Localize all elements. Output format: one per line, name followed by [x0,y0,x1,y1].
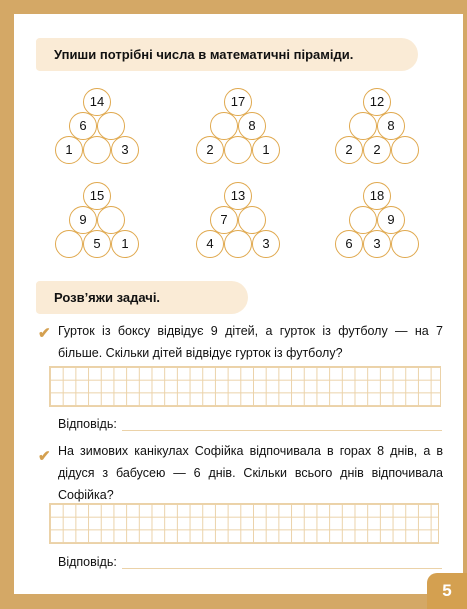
pyramid-cell-bot-2: 3 [111,136,139,164]
pyramid-cell-bot-1: 5 [83,230,111,258]
checkmark-icon: ✔ [38,448,51,465]
pyramid-2 [196,88,296,163]
pyramid-6 [335,182,435,257]
task-1-answer-line[interactable] [122,430,442,431]
pyramids-task-banner [36,38,418,71]
pyramid-cell-bot-1[interactable] [224,230,252,258]
pyramid-cell-bot-0[interactable] [55,230,83,258]
pyramid-5 [196,182,296,257]
page-number: 5 [427,573,467,609]
task-1-work-grid[interactable] [49,366,441,407]
pyramid-cell-top: 13 [224,182,252,210]
pyramid-cell-bot-1: 2 [363,136,391,164]
pyramid-cell-bot-2: 3 [252,230,280,258]
pyramid-cell-bot-1[interactable] [83,136,111,164]
task-2-work-grid[interactable] [49,503,439,544]
pyramid-cell-top: 14 [83,88,111,116]
pyramid-cell-mid-0: 9 [69,206,97,234]
task-2-text: На зимових канікулах Софійка відпочивала в горах 8 днів, а в дідуся з бабусею — 6 днів. Скільки всього днів відпочивала Софійка? [58,444,443,502]
pyramid-cell-mid-1: 8 [238,112,266,140]
pyramid-cell-mid-0: 6 [69,112,97,140]
pyramids-task-title: Упиши потрібні числа в математичні піраміди. [54,47,354,62]
pyramid-cell-bot-0: 2 [196,136,224,164]
problems-title: Розв’яжи задачі. [54,290,161,305]
pyramid-4 [55,182,155,257]
pyramid-cell-bot-0: 1 [55,136,83,164]
pyramid-cell-top: 15 [83,182,111,210]
pyramid-cell-bot-1[interactable] [224,136,252,164]
pyramid-3 [335,88,435,163]
pyramid-cell-top: 17 [224,88,252,116]
task-1-text: Гурток із боксу відвідує 9 дітей, а гурток із футболу — на 7 більше. Скільки дітей відвідує гурток із футболу? [58,324,443,360]
pyramid-cell-bot-2[interactable] [391,230,419,258]
task-1-answer-label: Відповідь: [58,417,117,431]
pyramid-cell-mid-1: 9 [377,206,405,234]
checkmark-icon: ✔ [38,325,51,342]
pyramid-cell-mid-1: 8 [377,112,405,140]
pyramid-cell-bot-0: 2 [335,136,363,164]
pyramid-cell-top: 12 [363,88,391,116]
pyramid-cell-bot-0: 4 [196,230,224,258]
pyramid-cell-mid-0: 7 [210,206,238,234]
task-2-answer-line[interactable] [122,568,442,569]
pyramid-cell-bot-1: 3 [363,230,391,258]
task-2-answer-label: Відповідь: [58,555,117,569]
pyramid-1 [55,88,155,163]
problems-banner [36,281,248,314]
pyramid-cell-bot-0: 6 [335,230,363,258]
pyramid-cell-top: 18 [363,182,391,210]
pyramid-cell-bot-2[interactable] [391,136,419,164]
pyramid-cell-bot-2: 1 [252,136,280,164]
pyramid-cell-bot-2: 1 [111,230,139,258]
